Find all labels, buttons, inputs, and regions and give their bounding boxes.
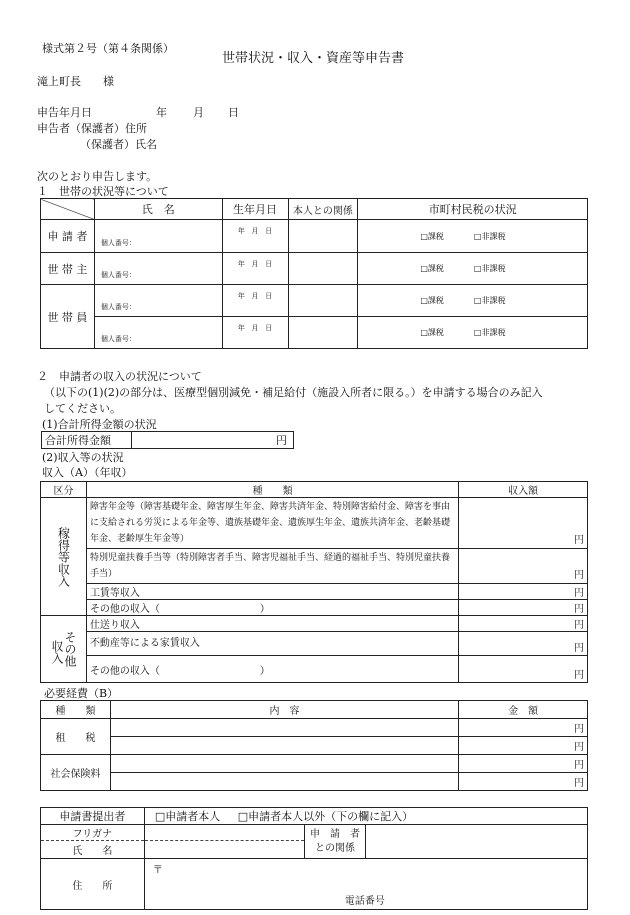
address-field-submitter[interactable] <box>144 859 587 910</box>
amount-field[interactable]: 円 <box>459 632 588 656</box>
income-type-other: その他の収入（ ） <box>86 656 458 683</box>
expense-content-field[interactable] <box>110 773 458 791</box>
relation-cell[interactable] <box>288 253 358 285</box>
intro-text: 次のとおり申告します。 <box>37 170 158 183</box>
furigana-label: フリガナ <box>41 825 145 841</box>
section2-title: ２ 申請者の収入の状況について <box>37 370 202 383</box>
personal-number-label: 個人番号： <box>100 239 136 247</box>
table-row <box>41 737 588 755</box>
non-taxable-checkbox[interactable]: □非課税 <box>473 264 506 273</box>
non-taxable-checkbox[interactable]: □非課税 <box>473 328 506 337</box>
name-cell[interactable]: 個人番号： <box>94 317 222 349</box>
table-row <box>41 584 588 600</box>
address-label-submitter: 住 所 <box>41 859 145 910</box>
table-row <box>41 549 588 584</box>
income-type-other-earned: その他の収入（ ） <box>86 600 458 616</box>
row-label-member: 世 帯 員 <box>41 285 95 349</box>
expense-table <box>40 700 588 791</box>
income-type-rent: 不動産等による家賃収入 <box>86 632 458 656</box>
non-taxable-checkbox[interactable]: □非課税 <box>473 231 506 241</box>
name-cell[interactable]: 個人番号： <box>94 285 222 317</box>
table-row <box>41 285 588 317</box>
name-label-submitter: 氏 名 <box>41 841 145 859</box>
taxable-checkbox[interactable]: □課税 <box>420 296 444 305</box>
section2-note-1: （以下の(1)(2)の部分は、医療型個別減免・補足給付（施設入所者に限る。）を申請する場合のみ記入 <box>44 386 543 399</box>
header-relation: 本人との関係 <box>288 199 358 220</box>
income-type-wages: 工賃等収入 <box>86 584 458 600</box>
corner-cell <box>41 199 95 220</box>
addressee: 滝上町長 様 <box>37 75 114 88</box>
amount-field[interactable]: 円 <box>459 737 588 755</box>
expense-title: 必要経費（B） <box>44 687 119 700</box>
tax-cell <box>358 317 588 349</box>
expense-insurance-label: 社会保険料 <box>41 755 111 791</box>
amount-field[interactable]: 円 <box>459 584 588 600</box>
submitter-options <box>144 808 587 825</box>
table-row <box>41 616 588 632</box>
header-tax: 市町村民税の状況 <box>358 199 588 220</box>
amount-field[interactable]: 円 <box>459 773 588 791</box>
header-birthdate: 生年月日 <box>222 199 288 220</box>
postal-mark: 〒 <box>152 865 163 876</box>
row-label-applicant: 申 請 者 <box>41 220 95 253</box>
header-expense-amount: 金 額 <box>459 701 588 719</box>
section2-note-2: してください。 <box>44 402 121 415</box>
relation-field[interactable] <box>366 825 588 859</box>
expense-content-field[interactable] <box>110 755 458 773</box>
subsection1-title: (1)合計所得金額の状況 <box>42 418 157 431</box>
relation-cell[interactable] <box>288 220 358 253</box>
table-row <box>41 773 588 791</box>
date-month: 月 <box>193 106 204 119</box>
income-table <box>40 481 588 683</box>
expense-tax-label: 租 税 <box>41 719 111 755</box>
date-year: 年 <box>156 106 167 119</box>
income-type-pension: 障害年金等（障害基礎年金、障害厚生年金、障害共済年金、特別障害給付金、障害を事由に支給される労災による年金等、遺族基礎年金、遺族厚生年金、遺族共済年金、老齢基礎年金、老齢厚生年金等） <box>86 498 458 549</box>
amount-field[interactable]: 円 <box>459 656 588 683</box>
tax-cell <box>358 220 588 253</box>
name-label: （保護者）氏名 <box>80 138 157 151</box>
expense-content-field[interactable] <box>110 737 458 755</box>
phone-label: 電話番号 <box>344 896 385 907</box>
income-title: 収入（A）（年収） <box>42 466 133 479</box>
header-expense-type: 種 類 <box>41 701 111 719</box>
amount-field[interactable]: 円 <box>459 616 588 632</box>
subsection2-title: (2)収入等の状況 <box>42 451 124 464</box>
expense-content-field[interactable] <box>110 719 458 737</box>
row-label-householder: 世 帯 主 <box>41 253 95 285</box>
relation-cell[interactable] <box>288 317 358 349</box>
household-table <box>40 198 588 349</box>
tax-cell <box>358 253 588 285</box>
section1-title: １ 世帯の状況等について <box>37 185 169 198</box>
header-amount: 収入額 <box>459 482 588 498</box>
form-title: 世帯状況・収入・資産等申告書 <box>222 51 405 66</box>
income-type-allowance: 特別児童扶養手当等（特別障害者手当、障害児福祉手当、経過的福祉手当、特別児童扶養手当） <box>86 549 458 584</box>
birthdate-cell[interactable]: 年 月 日 <box>222 220 288 253</box>
amount-field[interactable]: 円 <box>459 719 588 737</box>
submitter-table <box>40 807 588 910</box>
birthdate-cell[interactable]: 年 月 日 <box>222 317 288 349</box>
table-row <box>41 632 588 656</box>
income-type-remittance: 仕送り収入 <box>86 616 458 632</box>
category-other-income: その他 収入 <box>41 616 87 683</box>
date-label: 申告年月日 <box>37 106 92 119</box>
submitter-label: 申請書提出者 <box>41 808 145 825</box>
relation-label: 申 請 者 との関係 <box>304 825 366 859</box>
total-income-field[interactable]: 円 <box>131 432 293 449</box>
taxable-checkbox[interactable]: □課税 <box>420 231 444 241</box>
date-day: 日 <box>228 106 239 119</box>
address-label: 申告者（保護者）住所 <box>37 122 147 135</box>
taxable-checkbox[interactable]: □課税 <box>420 328 444 337</box>
furigana-field[interactable] <box>144 825 304 841</box>
tax-cell <box>358 285 588 317</box>
table-row <box>41 600 588 616</box>
header-name: 氏 名 <box>94 199 222 220</box>
header-category: 区分 <box>41 482 87 498</box>
relation-cell[interactable] <box>288 285 358 317</box>
table-row <box>41 656 588 683</box>
amount-field[interactable]: 円 <box>459 755 588 773</box>
non-taxable-checkbox[interactable]: □非課税 <box>473 296 506 305</box>
header-expense-content: 内 容 <box>110 701 458 719</box>
table-row <box>41 220 588 253</box>
birthdate-cell[interactable]: 年 月 日 <box>222 285 288 317</box>
birthdate-cell[interactable]: 年 月 日 <box>222 253 288 285</box>
table-row <box>41 755 588 773</box>
category-earned-income: 稼得等収入 <box>41 498 87 616</box>
table-row <box>41 498 588 549</box>
name-cell[interactable]: 個人番号： <box>94 253 222 285</box>
amount-field[interactable]: 円 <box>459 549 588 584</box>
amount-field[interactable]: 円 <box>459 498 588 549</box>
table-row <box>41 719 588 737</box>
total-income-label: 合計所得金額 <box>42 432 132 449</box>
option-other-checkbox[interactable]: □申請者本人以外（下の欄に記入） <box>237 810 414 823</box>
total-income-table <box>41 431 294 449</box>
name-cell[interactable] <box>94 220 222 253</box>
amount-field[interactable]: 円 <box>459 600 588 616</box>
header-type: 種 類 <box>86 482 458 498</box>
table-row <box>41 317 588 349</box>
taxable-checkbox[interactable]: □課税 <box>420 264 444 273</box>
option-self-checkbox[interactable]: □申請者本人 <box>154 810 221 823</box>
name-field-submitter[interactable] <box>144 841 304 859</box>
form-number: 様式第２号（第４条関係） <box>42 42 174 55</box>
table-row <box>41 253 588 285</box>
